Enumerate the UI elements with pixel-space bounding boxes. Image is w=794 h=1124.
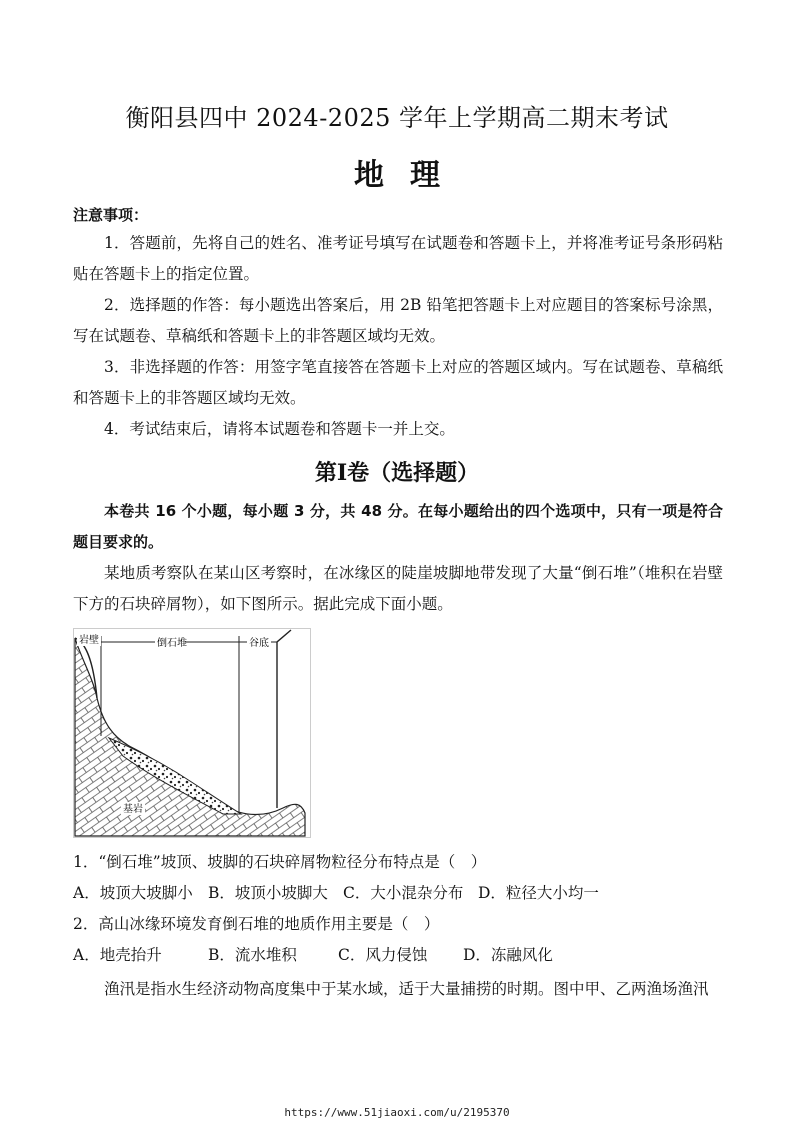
exam-title: 衡阳县四中 2024-2025 学年上学期高二期末考试 <box>125 104 669 132</box>
question-2-stem: 2．高山冰缘环境发育倒石堆的地质作用主要是（ ） <box>73 915 440 933</box>
q2-option-c[interactable]: C．风力侵蚀 <box>338 946 428 964</box>
scree-diagram <box>73 628 311 838</box>
label-pile: 倒石堆 <box>157 638 187 649</box>
notice-item-1: 1．答题前，先将自己的姓名、准考证号填写在试题卷和答题卡上，并将准考证号条形码粘贴在答题卡上的指定位置。 <box>73 234 723 283</box>
notice-item-2: 2．选择题的作答：每小题选出答案后，用 2B 铅笔把答题卡上对应题目的答案标号涂黑，写在试题卷、草稿纸和答题卡上的非答题区域均无效。 <box>73 296 723 345</box>
label-valley: 谷底 <box>249 638 269 649</box>
question-intro: 某地质考察队在某山区考察时，在冰缘区的陡崖坡脚地带发现了大量“倒石堆”（堆积在岩壁下方的石块碎屑物），如下图所示。据此完成下面小题。 <box>73 564 723 613</box>
label-wall: 岩壁 <box>79 635 99 646</box>
q2-option-b[interactable]: B．流水堆积 <box>208 946 297 964</box>
notice-heading: 注意事项： <box>73 206 149 224</box>
section-title: 第Ⅰ卷（选择题） <box>314 460 480 486</box>
subject-title: 地理 <box>354 158 466 193</box>
question-2-options <box>73 940 553 971</box>
notice-item-4: 4．考试结束后，请将本试题卷和答题卡一并上交。 <box>104 420 455 438</box>
q2-option-a[interactable]: A．地壳抬升 <box>73 946 162 964</box>
footer-url[interactable]: https://www.51jiaoxi.com/u/2195370 <box>284 1106 510 1119</box>
next-section-intro: 渔汛是指水生经济动物高度集中于某水域，适于大量捕捞的时期。图中甲、乙两渔场渔汛 <box>104 980 709 998</box>
q1-option-a[interactable]: A．坡顶大坡脚小 <box>73 884 193 902</box>
question-1-stem: 1．“倒石堆”坡顶、坡脚的石块碎屑物粒径分布特点是（ ） <box>73 853 487 871</box>
section-instruction: 本卷共 16 个小题，每小题 3 分，共 48 分。在每小题给出的四个选项中，只有一项是符合题目要求的。 <box>73 502 723 551</box>
q2-option-d[interactable]: D．冻融风化 <box>463 946 553 964</box>
scree-diagram-svg <box>73 628 311 838</box>
q1-option-c[interactable]: C．大小混杂分布 <box>343 884 464 902</box>
q1-option-b[interactable]: B．坡顶小坡脚大 <box>208 884 328 902</box>
q1-option-d[interactable]: D．粒径大小均一 <box>478 884 599 902</box>
notice-item-3: 3．非选择题的作答：用签字笔直接答在答题卡上对应的答题区域内。写在试题卷、草稿纸和答题卡上的非答题区域均无效。 <box>73 358 723 407</box>
label-bedrock: 基岩 <box>123 804 143 815</box>
question-1-options <box>73 878 599 909</box>
